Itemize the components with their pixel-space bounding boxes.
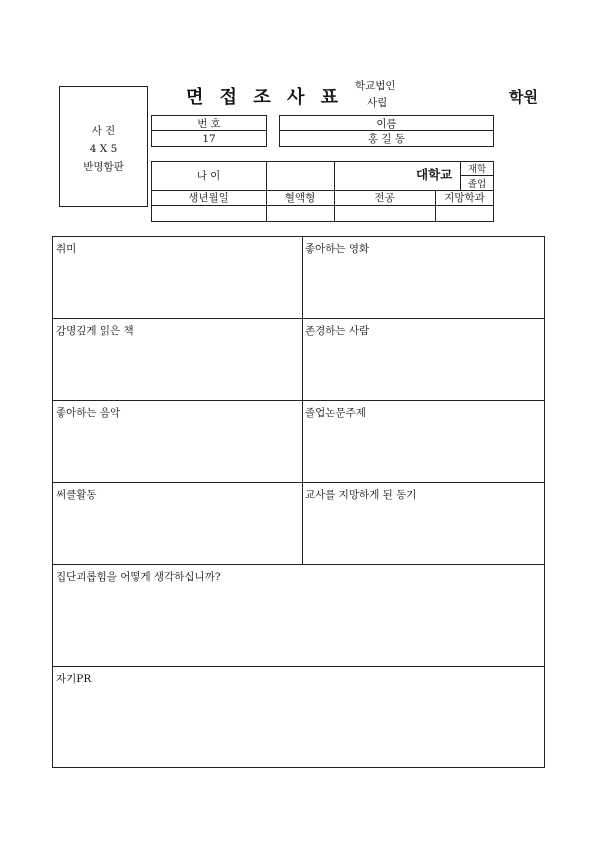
school-corporation-label: 학교법인 [355, 80, 396, 92]
age-value [266, 161, 334, 190]
desired-dept-value[interactable] [435, 205, 494, 222]
photo-box [59, 86, 148, 207]
group-harmony-field[interactable]: 집단괴롭힘을 어떻게 생각하십니까? [56, 571, 221, 583]
bloodtype-label: 혈액형 [284, 192, 316, 204]
name-value: 홍 길 동 [279, 130, 494, 147]
self-pr-field[interactable]: 자기PR [56, 673, 92, 685]
major-value[interactable] [334, 205, 435, 222]
number-value: 17 [151, 130, 267, 147]
row-divider [53, 564, 544, 565]
academy-label: 학원 [509, 88, 538, 106]
thesis-topic-field[interactable]: 졸업논문주제 [305, 407, 366, 419]
question-grid [52, 236, 545, 768]
row-divider [53, 400, 544, 401]
favorite-music-field[interactable]: 좋아하는 음악 [56, 407, 121, 419]
respected-person-field[interactable]: 존경하는 사람 [305, 325, 370, 337]
column-divider [435, 190, 436, 222]
private-label: 사립 [367, 97, 388, 109]
university-label: 대학교 [416, 167, 453, 182]
desired-dept-label: 지망학과 [444, 192, 485, 204]
major-label: 전공 [374, 192, 395, 204]
teacher-motivation-field[interactable]: 교사를 지망하게 된 동기 [305, 489, 417, 501]
bloodtype-value[interactable] [266, 205, 334, 222]
enrolled-label: 재학 [467, 164, 487, 175]
row-divider [151, 205, 494, 206]
hobby-field[interactable]: 취미 [56, 243, 77, 255]
page-title: 면 접 조 사 표 [186, 87, 344, 108]
age-label: 나 이 [196, 170, 221, 182]
graduated-label: 졸업 [467, 178, 487, 190]
photo-size: 4 X 5 [89, 143, 118, 155]
number-label: 번 호 [151, 115, 267, 131]
row-divider [151, 190, 494, 191]
photo-type: 반명함판 [83, 161, 124, 173]
row-divider [460, 175, 494, 176]
impressive-book-field[interactable]: 감명깊게 읽은 책 [56, 325, 134, 337]
column-divider [334, 161, 335, 222]
birthdate-label: 생년월일 [188, 192, 229, 204]
column-divider [266, 161, 267, 222]
row-divider [53, 318, 544, 319]
favorite-movie-field[interactable]: 좋아하는 영화 [305, 243, 370, 255]
photo-label: 사 진 [91, 125, 116, 137]
name-label: 이름 [279, 115, 494, 131]
club-activity-field[interactable]: 써클활동 [56, 489, 97, 501]
row-divider [53, 482, 544, 483]
row-divider [53, 666, 544, 667]
birthdate-value[interactable] [151, 205, 266, 222]
